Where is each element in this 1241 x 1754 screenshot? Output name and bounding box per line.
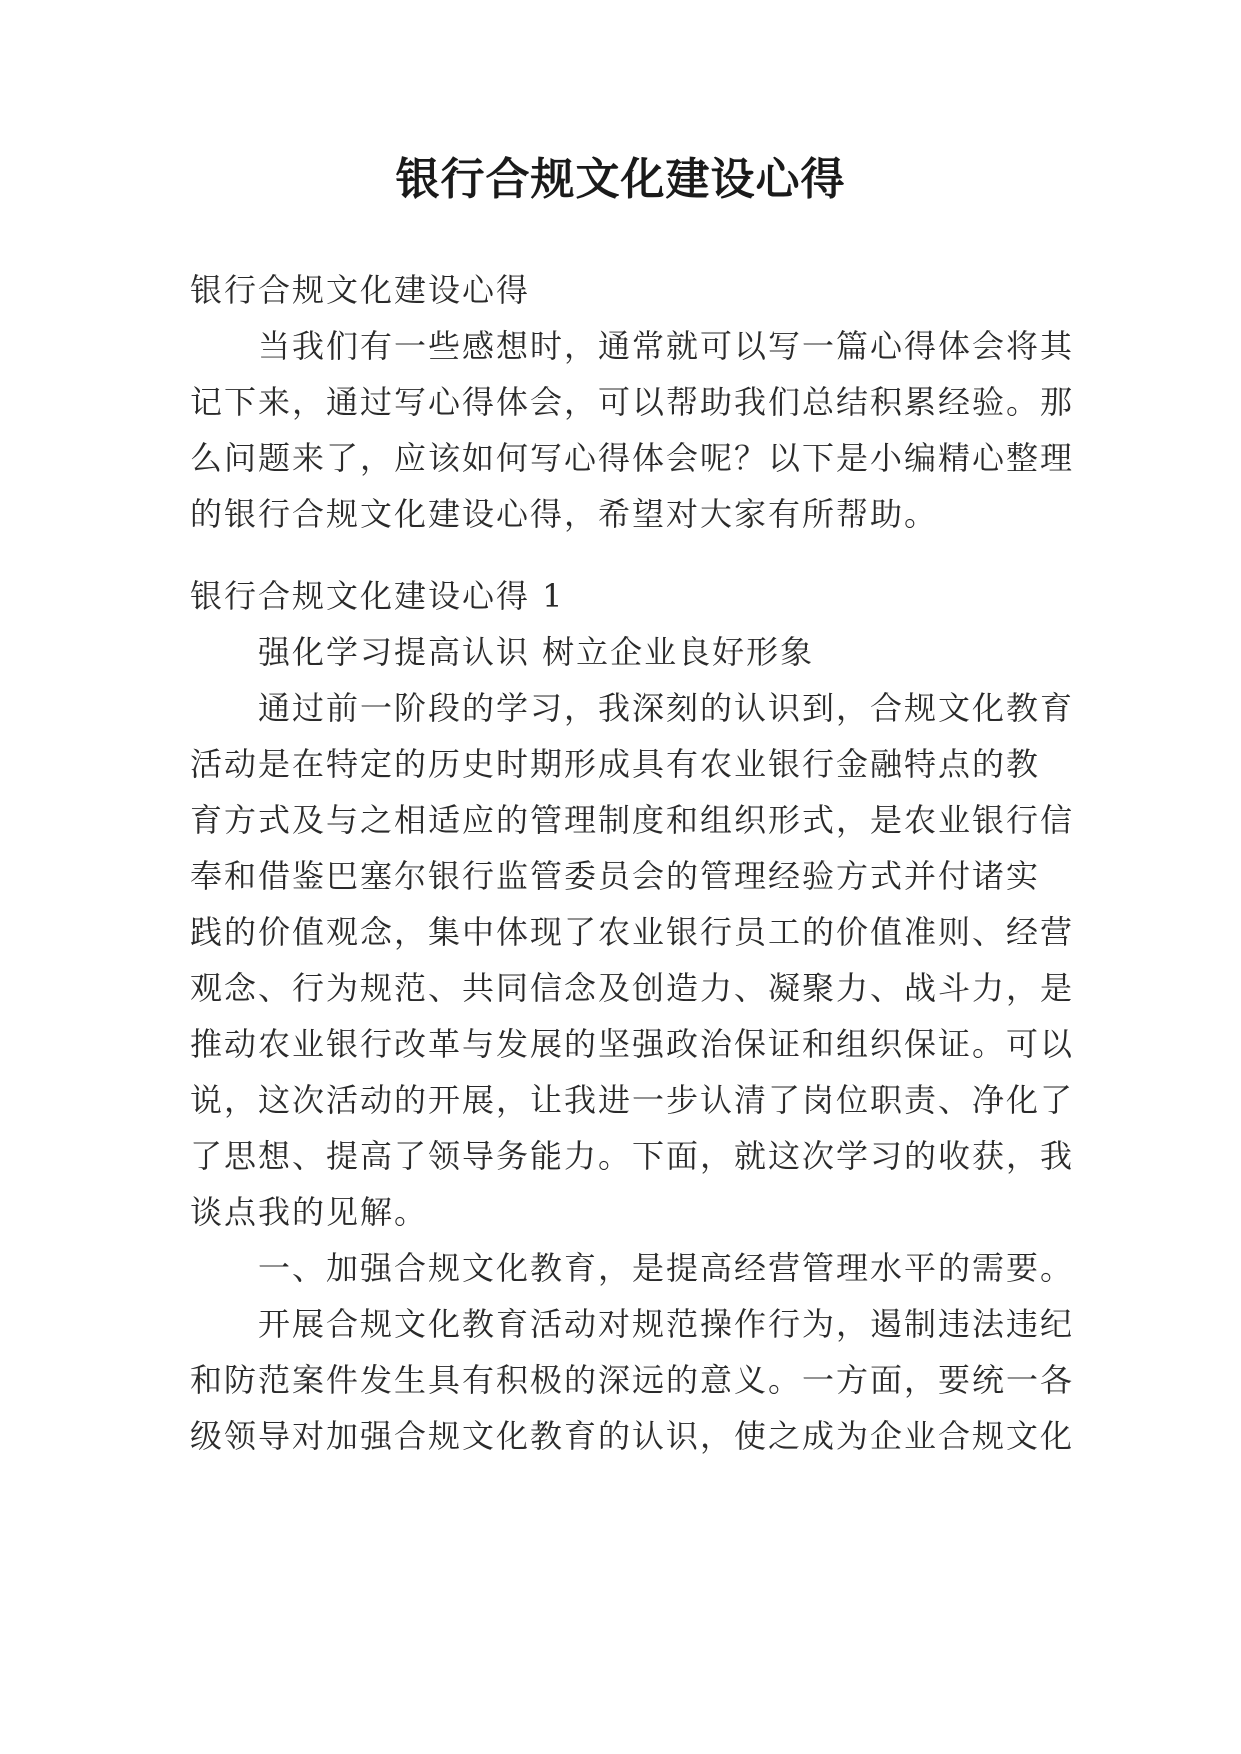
intro-line-1: 当我们有一些感想时，通常就可以写一篇心得体会将其 xyxy=(258,327,1075,365)
paragraph-1-line-9: 了思想、提高了领导务能力。下面，就这次学习的收获，我 xyxy=(190,1137,1075,1175)
point-1-heading: 一、加强合规文化教育，是提高经营管理水平的需要。 xyxy=(258,1249,1075,1287)
paragraph-1-line-5: 践的价值观念，集中体现了农业银行员工的价值准则、经营 xyxy=(190,913,1075,951)
paragraph-1-line-8: 说，这次活动的开展，让我进一步认清了岗位职责、净化了 xyxy=(190,1081,1075,1119)
section-subtitle: 强化学习提高认识 树立企业良好形象 xyxy=(258,633,815,671)
paragraph-2-line-3: 级领导对加强合规文化教育的认识，使之成为企业合规文化 xyxy=(190,1417,1075,1455)
paragraph-1-line-3: 育方式及与之相适应的管理制度和组织形式，是农业银行信 xyxy=(190,801,1075,839)
paragraph-2-line-2: 和防范案件发生具有积极的深远的意义。一方面，要统一各 xyxy=(190,1361,1075,1399)
paragraph-1-line-2: 活动是在特定的历史时期形成具有农业银行金融特点的教 xyxy=(190,745,1041,783)
document-title: 银行合规文化建设心得 xyxy=(395,154,846,205)
paragraph-1-line-4: 奉和借鉴巴塞尔银行监管委员会的管理经验方式并付诸实 xyxy=(190,857,1041,895)
section-heading: 银行合规文化建设心得 1 xyxy=(190,577,565,615)
section-1 xyxy=(190,568,1075,1464)
paragraph-2-line-1: 开展合规文化教育活动对规范操作行为，遏制违法违纪 xyxy=(258,1305,1075,1343)
paragraph-1-line-7: 推动农业银行改革与发展的坚强政治保证和组织保证。可以 xyxy=(190,1025,1075,1063)
intro-line-3: 么问题来了，应该如何写心得体会呢？以下是小编精心整理 xyxy=(190,439,1075,477)
intro-line-2: 记下来，通过写心得体会，可以帮助我们总结积累经验。那 xyxy=(190,383,1075,421)
paragraph-1-line-6: 观念、行为规范、共同信念及创造力、凝聚力、战斗力，是 xyxy=(190,969,1075,1007)
paragraph-1-line-10: 谈点我的见解。 xyxy=(190,1193,429,1231)
intro-heading: 银行合规文化建设心得 xyxy=(190,271,531,309)
intro-line-4: 的银行合规文化建设心得，希望对大家有所帮助。 xyxy=(190,495,939,533)
intro-block xyxy=(190,262,1075,542)
paragraph-1-line-1: 通过前一阶段的学习，我深刻的认识到，合规文化教育 xyxy=(258,689,1075,727)
